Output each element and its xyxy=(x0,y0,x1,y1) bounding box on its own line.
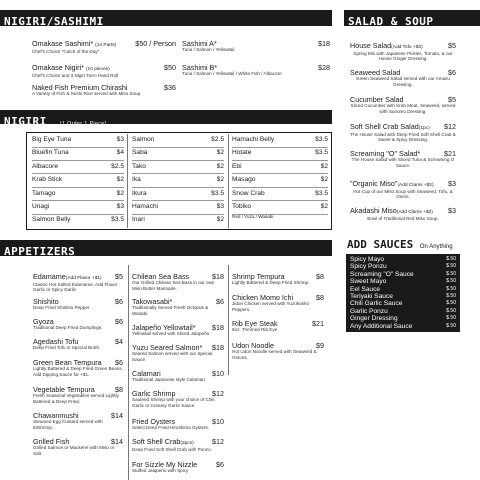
item-desc: Chef's Choice "Catch of the Day" xyxy=(32,48,100,54)
salad-item xyxy=(350,150,456,168)
sauce-name: Spicy Mayo xyxy=(350,256,385,263)
item-price: $6 xyxy=(115,358,123,367)
section-title: NIGIRI xyxy=(4,115,47,128)
item-price: $5 xyxy=(115,272,123,281)
nigiri-item-name: Snow Crab xyxy=(232,189,265,197)
row-divider xyxy=(232,147,328,148)
item-price: $12 xyxy=(212,389,224,398)
section-title: NIGIRI/SASHIMI xyxy=(4,15,104,28)
appetizer-item xyxy=(232,342,324,360)
nigiri-item-name: Ika xyxy=(132,176,141,184)
item-price: $18 xyxy=(212,343,224,352)
sauce-row xyxy=(346,308,460,315)
item-name: Grilled Fish xyxy=(33,437,70,446)
item-price: $21 xyxy=(444,149,456,158)
item-price: $5 xyxy=(448,41,456,50)
item-name: Naked Fish Premium Chirashi xyxy=(32,83,128,92)
item-name: Chicken Momo Ichi xyxy=(232,293,294,302)
sauce-row xyxy=(346,286,460,293)
item-desc: Stuffed Jalapeño with Spicy xyxy=(132,468,189,474)
item-desc: Hot Cup of our Miso Soup with Seaweed, Tofu, & Onion. xyxy=(353,188,453,200)
item-name: Akadashi Miso xyxy=(350,206,397,215)
item-desc: Select Deep Fried Hiroshima Oysters. xyxy=(132,425,210,431)
item-name: Sashimi B* xyxy=(182,63,218,72)
row-divider xyxy=(132,200,224,201)
row-divider xyxy=(132,147,224,148)
item-price: $10 xyxy=(212,369,224,378)
item-price: $8 xyxy=(316,272,324,281)
item-price: $21 xyxy=(312,319,324,328)
nigiri-item-name: Tamago xyxy=(32,189,56,197)
appetizer-item xyxy=(33,412,123,430)
appetizer-item xyxy=(33,318,123,331)
nigiri-item xyxy=(132,149,224,156)
nigiri-item-price: $2 xyxy=(216,149,224,157)
menu-item xyxy=(182,64,330,77)
nigiri-item-name: Big Eye Tuna xyxy=(32,136,72,143)
nigiri-item xyxy=(32,136,124,143)
nigiri-item-name: Hamachi Belly xyxy=(232,136,275,143)
appetizer-item xyxy=(33,273,123,293)
item-note: (14 Parts) xyxy=(95,43,117,48)
row-divider xyxy=(132,160,224,161)
nigiri-item-price: $2.5 xyxy=(111,162,124,170)
column-divider xyxy=(127,134,128,228)
item-name: Omakase Sashimi* xyxy=(32,40,94,48)
item-desc: Our Grilled Chilean Sea Bass in our own Miso Butter Marinade. xyxy=(132,280,215,291)
sauce-row xyxy=(346,300,460,307)
item-name: Agedashi Tofu xyxy=(33,337,79,346)
row-divider xyxy=(232,160,328,161)
item-name: Omakase Nigiri* xyxy=(32,63,84,72)
add-sauces-label: ADD SAUCES xyxy=(347,238,414,251)
item-price: $50 xyxy=(164,63,176,72)
appetizer-item xyxy=(33,438,123,456)
item-note: (Add Clams +$2) xyxy=(396,210,433,215)
nigiri-item xyxy=(132,216,224,223)
nigiri-item xyxy=(132,163,224,170)
nigiri-item xyxy=(232,213,328,220)
item-name: House Salad xyxy=(350,41,392,50)
add-sauces-note: On Anything xyxy=(419,244,453,250)
item-price: $18 xyxy=(212,272,224,281)
item-desc: Yellowtail served with Sliced Jalapeño. xyxy=(132,331,211,337)
appetizer-item xyxy=(132,298,224,316)
nigiri-item-price: $2 xyxy=(216,162,224,170)
item-price: $3 xyxy=(448,179,456,188)
row-divider xyxy=(232,173,328,174)
nigiri-item-name: Red / Yuzu / Wasabi xyxy=(232,214,274,220)
appetizers-header xyxy=(0,240,332,256)
row-divider xyxy=(32,187,124,188)
appetizer-item xyxy=(232,294,324,312)
item-desc: 8oz. Trimmed Rib Eye xyxy=(232,327,278,333)
item-name: For Sizzle My Nizzle xyxy=(132,460,198,469)
item-name: Fried Oysters xyxy=(132,417,176,426)
item-desc: Lightly Battered & Deep Fried Shrimp. xyxy=(232,280,310,286)
item-desc: Deep Fried Tofu in Special Broth. xyxy=(33,345,101,351)
row-divider xyxy=(32,200,124,201)
appetizer-item xyxy=(232,320,324,333)
item-desc: Hot Udon Noodle served with Seaweed & Onions. xyxy=(232,349,317,360)
sauce-name: Spicy Ponzu xyxy=(350,263,387,271)
item-desc: Fresh Seasonal Vegetables served Lightly Battered & Deep Fried. xyxy=(33,393,119,404)
nigiri-item-price: $2 xyxy=(320,203,328,210)
sauce-price: $.50 xyxy=(446,270,456,277)
section-title: SALAD & SOUP xyxy=(348,15,434,28)
appetizer-item xyxy=(132,324,224,337)
item-desc: Lightly Battered & Deep Fried Green Beans. Add Dipping Sauce for +$1. xyxy=(33,366,123,377)
item-name: Rib Eye Steak xyxy=(232,319,278,328)
salad-soup-header xyxy=(344,10,480,26)
nigiri-item-price: $2 xyxy=(216,216,224,224)
sauce-name: Ginger Dressing xyxy=(350,315,398,323)
item-desc: Seared Salmon served with our Special Sauce. xyxy=(132,351,213,362)
section-note: (1 Order 1 Piece) xyxy=(59,121,107,127)
row-divider xyxy=(32,147,124,148)
salad-item xyxy=(350,207,456,221)
nigiri-item-name: Salmon xyxy=(132,136,155,143)
item-desc: Tuna / Salmon / Yellowtail xyxy=(182,47,235,53)
nigiri-item-price: $2 xyxy=(116,176,124,184)
item-price: $12 xyxy=(212,437,224,446)
sauce-name: Any Additional Sauce xyxy=(350,322,413,330)
nigiri-item-name: Hamachi xyxy=(132,203,159,210)
nigiri-item-price: $3.5 xyxy=(111,216,124,224)
sauce-row xyxy=(346,271,460,278)
item-desc: A Variety of Fish & Sushi Rice served with Miso Soup. xyxy=(32,91,142,97)
item-note: (1pc) xyxy=(418,126,430,131)
item-desc: Traditional Deep Fried Dumplings. xyxy=(33,325,103,331)
row-divider xyxy=(132,173,224,174)
nigiri-item-price: $3.5 xyxy=(315,136,328,143)
item-desc: Sliced Cucumber with Krab Meat, Seaweed, served with Sunomo Dressing. xyxy=(350,103,456,114)
appetizer-item xyxy=(132,418,224,431)
sauce-name: Chili Garlic Sauce xyxy=(350,300,403,308)
nigiri-item-name: Tobiko xyxy=(232,203,252,210)
item-name: Shishito xyxy=(33,297,59,306)
column-divider xyxy=(228,265,229,375)
nigiri-item-price: $3 xyxy=(216,203,224,210)
sauce-row xyxy=(346,293,460,300)
nigiri-item-name: Salmon Belly xyxy=(32,216,71,224)
nigiri-item-price: $2.5 xyxy=(211,136,224,143)
item-price: $4 xyxy=(115,337,123,346)
salad-item xyxy=(350,96,456,114)
add-sauces-title xyxy=(347,238,453,251)
menu-item xyxy=(32,64,176,78)
row-divider xyxy=(132,187,224,188)
row-divider xyxy=(232,200,328,201)
nigiri-item xyxy=(232,190,328,197)
nigiri-item xyxy=(232,163,328,170)
item-price: $36 xyxy=(164,83,176,92)
nigiri-item-price: $2 xyxy=(116,189,124,197)
appetizer-item xyxy=(132,461,224,474)
nigiri-item xyxy=(32,176,124,183)
item-name: Edamame xyxy=(33,272,66,281)
nigiri-item-name: Albacore xyxy=(32,162,59,170)
nigiri-item xyxy=(232,149,328,156)
row-divider xyxy=(32,173,124,174)
item-name: Gyoza xyxy=(33,317,54,326)
nigiri-item-name: Ebi xyxy=(232,162,242,170)
item-note: (10 pieces) xyxy=(85,67,110,72)
nigiri-item-name: Hotate xyxy=(232,149,252,157)
nigiri-item-name: Krab Stick xyxy=(32,176,63,184)
nigiri-item xyxy=(232,176,328,183)
sauce-row xyxy=(346,256,460,263)
item-price: $18 xyxy=(318,40,330,48)
item-name: Green Bean Tempura xyxy=(33,358,102,367)
item-price: $8 xyxy=(115,385,123,394)
nigiri-item-name: Inari xyxy=(132,216,145,224)
item-price: $18 xyxy=(212,323,224,332)
nigiri-item-price: $3 xyxy=(116,203,124,210)
column-divider xyxy=(228,134,229,228)
item-name: Shrimp Tempura xyxy=(232,272,285,281)
section-title: APPETIZERS xyxy=(4,245,76,258)
item-price: $28 xyxy=(318,63,330,72)
item-name: Takowasabi* xyxy=(132,297,173,306)
salad-item xyxy=(350,69,456,87)
item-name: Garlic Shrimp xyxy=(132,389,176,398)
nigiri-item-price: $3.5 xyxy=(211,189,224,197)
item-desc: Steamed Egg Custard served with 83shrimp. xyxy=(33,419,103,430)
nigiri-sashimi-header xyxy=(0,10,332,26)
nigiri-item xyxy=(32,216,124,223)
item-desc: Traditional Japanese style Calamari. xyxy=(132,377,207,383)
item-price: $6 xyxy=(115,317,123,326)
sauce-price: $.50 xyxy=(446,292,456,299)
sauce-price: $.50 xyxy=(446,278,456,285)
sauce-price: $.50 xyxy=(446,256,456,262)
menu-item xyxy=(32,84,176,97)
row-divider xyxy=(132,214,224,215)
item-price: $3 xyxy=(448,206,456,215)
row-divider xyxy=(32,160,124,161)
sashimi-panel xyxy=(32,40,330,105)
item-name: Jalapeño Yellowtail* xyxy=(132,323,196,332)
item-price: $5 xyxy=(448,95,456,104)
salad-item xyxy=(350,42,456,62)
item-note: (Add Tofu +$3) xyxy=(391,45,423,50)
item-desc: Classic Hot Salted Edamame. Add Flavor : Garlic or Spicy Garlic xyxy=(33,281,120,293)
sauce-name: Sweet Mayo xyxy=(350,278,387,286)
nigiri-item xyxy=(32,190,124,197)
sauce-row xyxy=(346,278,460,285)
sauce-name: Garlic Ponzu xyxy=(350,307,388,315)
sauce-price: $.50 xyxy=(446,322,456,329)
item-name: Cucumber Salad xyxy=(350,95,404,104)
nigiri-item-price: $2 xyxy=(320,176,328,184)
sauce-row xyxy=(346,323,460,330)
row-divider xyxy=(232,187,328,188)
column-divider xyxy=(128,265,129,480)
item-desc: The House Salad with Sliced Tuna & Screaming O Sauce. xyxy=(351,157,455,168)
row-divider xyxy=(32,214,124,215)
nigiri-item xyxy=(32,203,124,210)
item-price: $6 xyxy=(216,460,224,469)
nigiri-item-name: Tako xyxy=(132,162,146,170)
appetizer-item xyxy=(33,359,123,377)
item-desc: Deep Fried Shishito Pepper xyxy=(33,305,90,311)
salad-item xyxy=(350,180,456,200)
nigiri-item xyxy=(232,203,328,210)
item-price: $10 xyxy=(212,417,224,426)
item-note: (Add Flavor +$1) xyxy=(65,276,102,281)
nigiri-item-price: $2 xyxy=(216,176,224,184)
sauce-name: Eel Sauce xyxy=(350,285,381,293)
sauce-price: $.50 xyxy=(446,263,456,270)
nigiri-item xyxy=(132,203,224,210)
nigiri-item-price: $3 xyxy=(116,136,124,143)
appetizer-item xyxy=(132,390,224,408)
item-name: Sashimi A* xyxy=(182,40,217,48)
item-desc: Spring Mix with Japanese Pickles, Tomato, & our House Ginger Dressing. xyxy=(353,50,453,62)
nigiri-item xyxy=(32,149,124,156)
item-desc: Bowl of Traditional Red Miso Soup. xyxy=(367,215,439,221)
item-name: Screaming "O" Salad* xyxy=(350,149,421,158)
item-desc: Green Seaweed Salad served with our Amazu Dressing. xyxy=(356,76,450,87)
sauce-name: Screaming "O" Sauce xyxy=(350,270,414,278)
nigiri-item-name: Bluefin Tuna xyxy=(32,149,69,157)
item-desc: Grilled Salmon or Mackerel with Miso or Salt. xyxy=(33,445,115,456)
menu-item xyxy=(182,40,330,53)
item-price: $6 xyxy=(448,68,456,77)
item-desc: Traditionally Served Fresh Octopus & Wasabi. xyxy=(132,305,209,316)
sauce-name: Teriyaki Sauce xyxy=(350,292,393,300)
item-desc: Chef's Choice and 3 Nigiri Torro Hand Roll xyxy=(32,72,119,78)
appetizer-item xyxy=(33,386,123,404)
sauce-price: $.50 xyxy=(446,315,456,322)
item-name: Soft Shell Crab xyxy=(132,437,181,446)
item-name: "Organic Miso" xyxy=(350,179,398,188)
item-name: Soft Shell Crab Salad xyxy=(350,122,419,131)
nigiri-item-name: Unagi xyxy=(32,203,50,210)
sauce-row xyxy=(346,263,460,270)
sauce-price: $.50 xyxy=(446,285,456,292)
sauces-box xyxy=(346,254,460,332)
nigiri-item xyxy=(232,136,328,143)
appetizer-item xyxy=(33,338,123,351)
nigiri-item-name: Saba xyxy=(132,149,148,157)
item-note: (2pcs) xyxy=(180,441,194,446)
nigiri-item xyxy=(132,190,224,197)
nigiri-item-price: $3.5 xyxy=(315,149,328,157)
item-name: Vegetable Tempura xyxy=(33,385,95,394)
nigiri-item-name: Masago xyxy=(232,176,256,184)
item-name: Chilean Sea Bass xyxy=(132,272,190,281)
salad-item xyxy=(350,123,456,143)
item-name: Chawanmushi xyxy=(33,411,79,420)
appetizer-item xyxy=(232,273,324,286)
nigiri-item xyxy=(132,136,224,143)
item-desc: Sauteed Shrimp with your choice of Chili Garlic or Creamy Garlic Sauce. xyxy=(132,397,215,408)
item-price: $12 xyxy=(444,122,456,131)
appetizer-item xyxy=(33,298,123,311)
nigiri-item-price: $4 xyxy=(116,149,124,157)
item-desc: Tuna / Salmon / Yellowtail / White Fish / Albacore xyxy=(182,71,282,77)
item-price: $50 / Person xyxy=(135,40,176,48)
item-price: $6 xyxy=(115,297,123,306)
item-price: $9 xyxy=(316,341,324,350)
item-price: $14 xyxy=(111,411,123,420)
nigiri-item-price: $3.5 xyxy=(315,189,328,197)
item-desc: Deep Fried Soft Shell Crab with Ponzu. xyxy=(132,446,212,452)
item-price: $14 xyxy=(111,437,123,446)
item-name: Seaweed Salad xyxy=(350,68,401,77)
menu-item xyxy=(32,40,176,54)
appetizer-item xyxy=(132,370,224,383)
item-price: $8 xyxy=(316,293,324,302)
item-price: $6 xyxy=(216,297,224,306)
nigiri-item xyxy=(132,176,224,183)
item-note: (Add Clams +$2) xyxy=(397,183,434,188)
nigiri-header xyxy=(0,110,332,128)
item-desc: The House Salad with Deep Fried Soft Shell Crab & Sweet & Spicy Dressing. xyxy=(350,131,456,143)
sauce-price: $.50 xyxy=(446,300,456,307)
appetizer-item xyxy=(132,438,224,452)
item-desc: Jidori Chicken served with Yuzukosho Peppers. xyxy=(232,301,310,312)
item-name: Yuzu Seared Salmon* xyxy=(132,343,203,352)
sauce-row xyxy=(346,315,460,322)
nigiri-item-price: $2 xyxy=(320,162,328,170)
item-name: Calamari xyxy=(132,369,161,378)
appetizer-item xyxy=(132,344,224,362)
sauce-price: $.50 xyxy=(446,307,456,314)
item-name: Udon Noodle xyxy=(232,341,274,350)
nigiri-item xyxy=(32,163,124,170)
appetizer-item xyxy=(132,273,224,291)
nigiri-item-name: Ikura xyxy=(132,189,147,197)
